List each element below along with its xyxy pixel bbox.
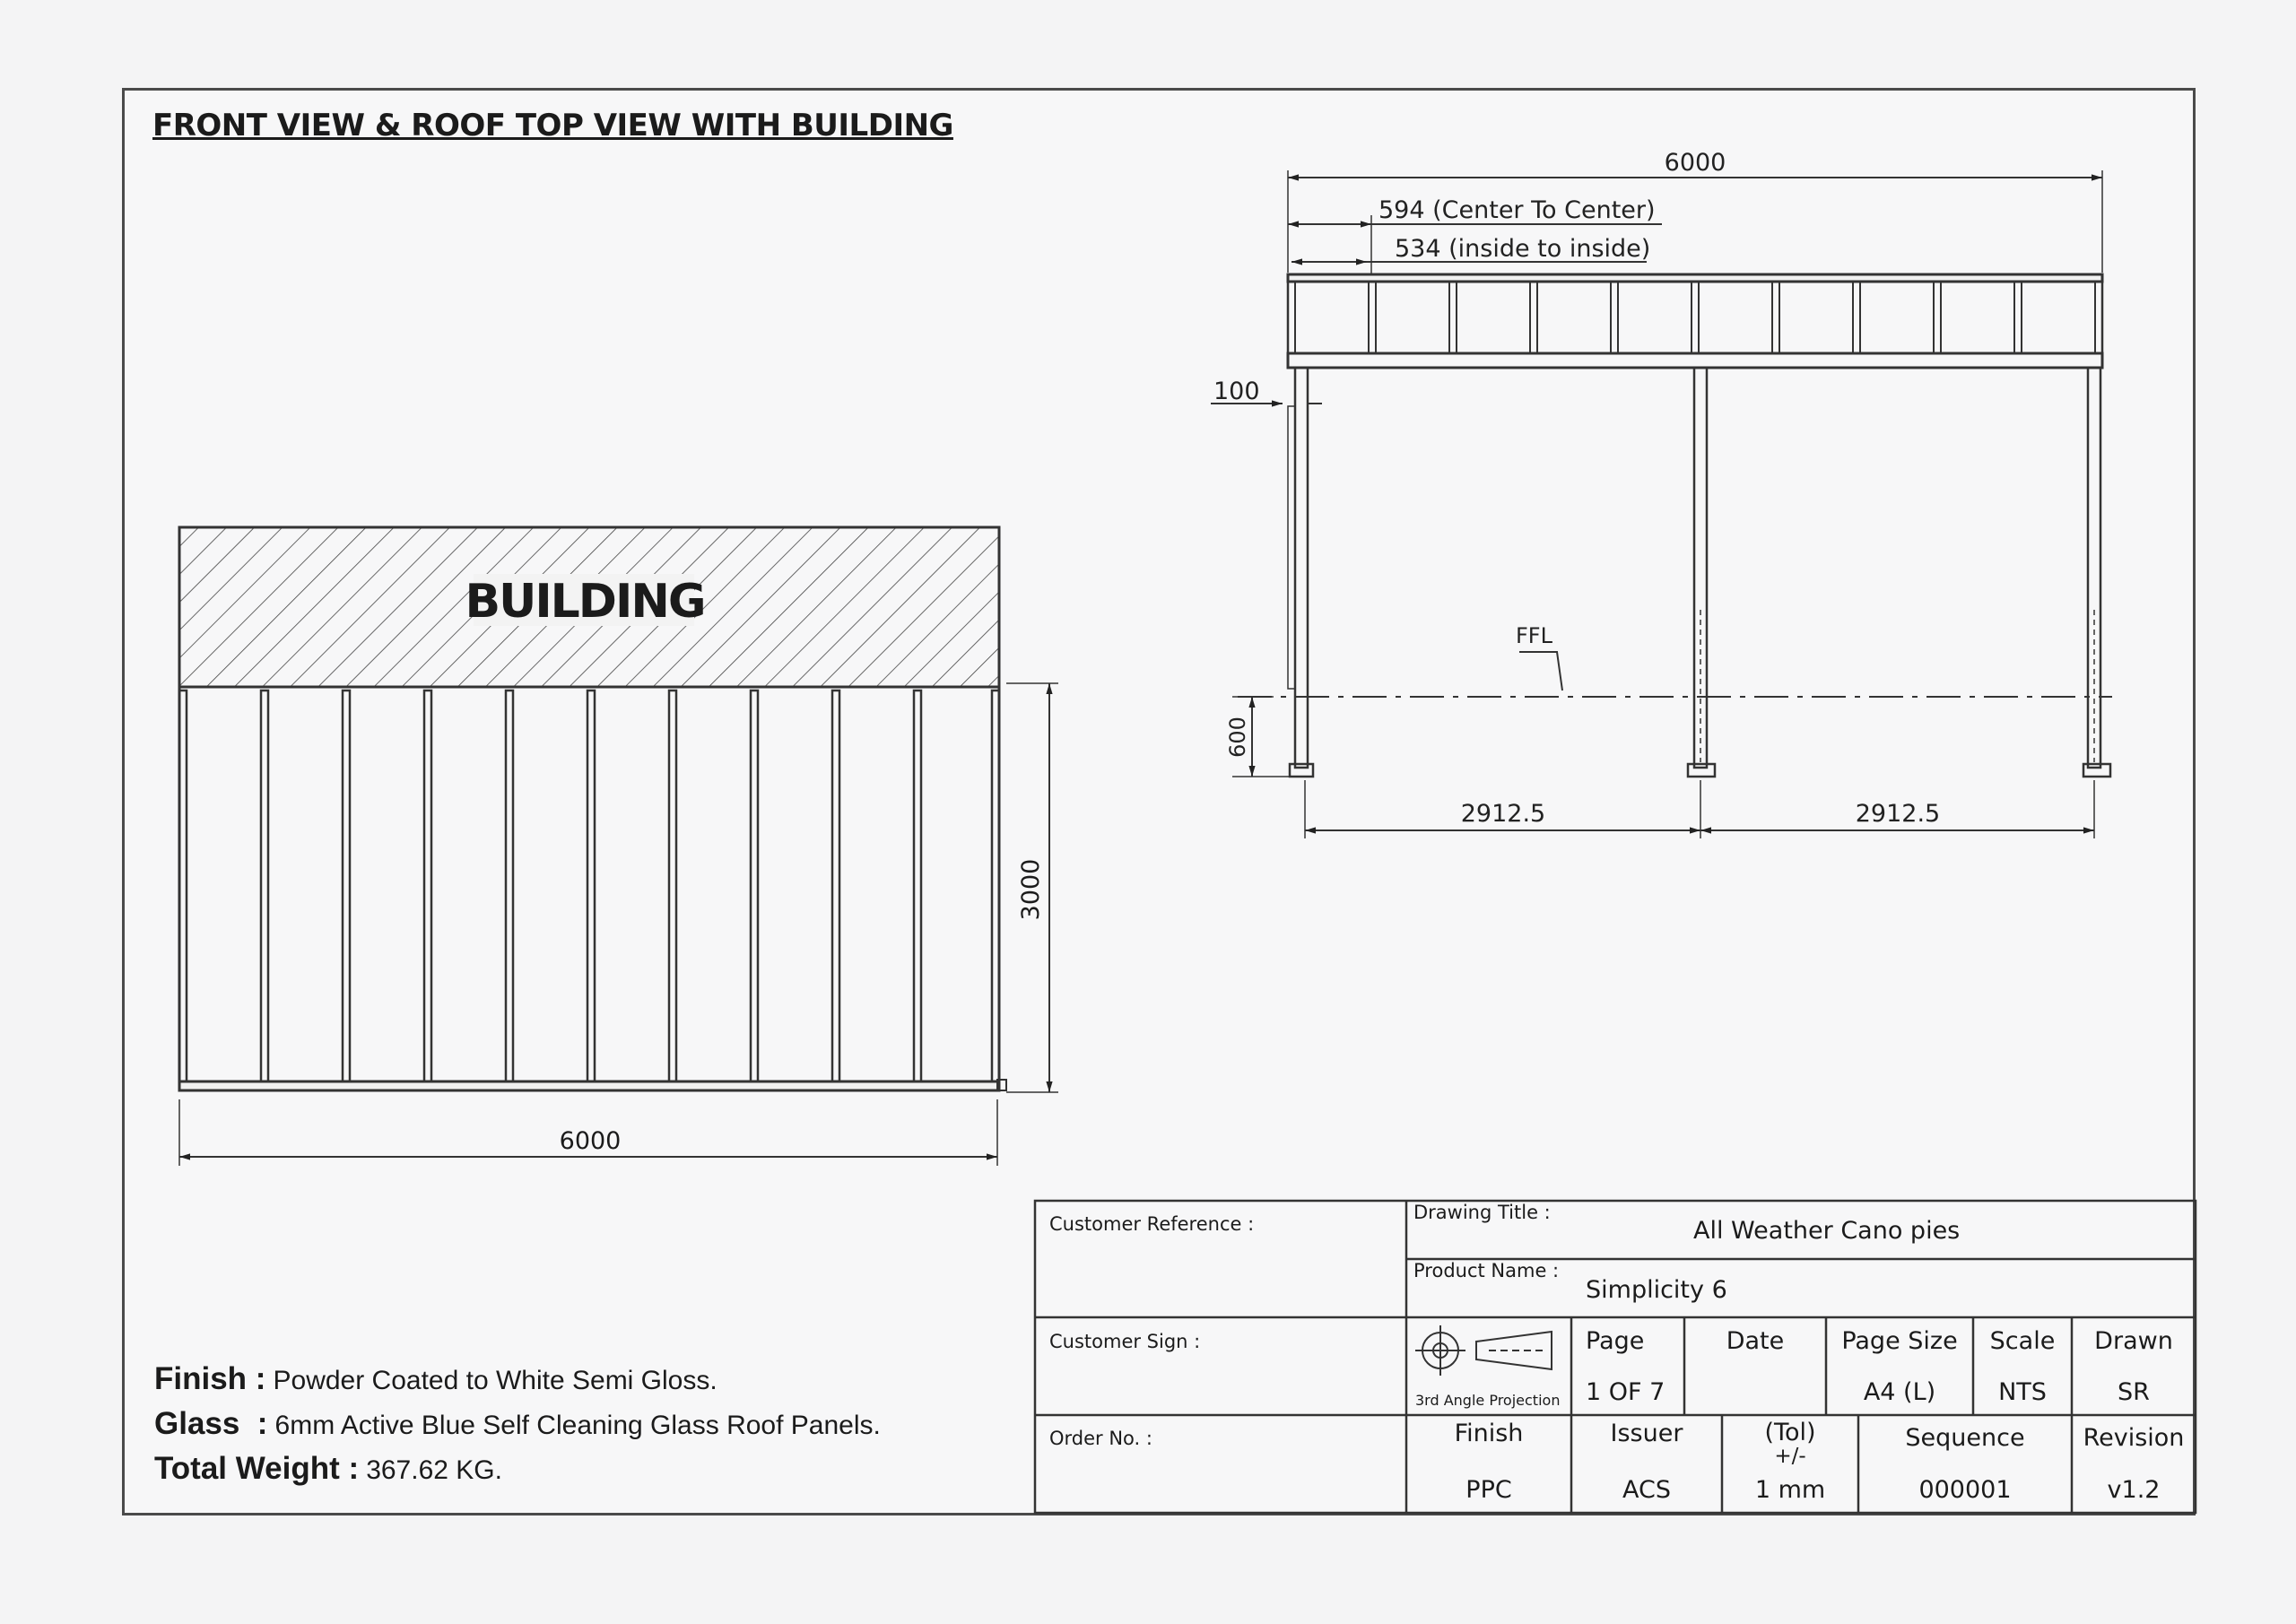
dim-100: 100	[1213, 378, 1260, 405]
ffl-label: FFL	[1516, 623, 1552, 648]
sequence-label: Sequence	[1905, 1424, 2025, 1452]
dim-bay-right: 2912.5	[1855, 800, 1941, 828]
tol-label: (Tol)	[1764, 1419, 1816, 1446]
order-no-label: Order No. :	[1049, 1428, 1152, 1449]
tol-value: 1 mm	[1754, 1476, 1826, 1504]
page-size-label: Page Size	[1841, 1327, 1958, 1355]
revision-value: v1.2	[2107, 1476, 2161, 1504]
dim-inside-to-inside: 534 (inside to inside)	[1395, 235, 1651, 263]
issuer-label: Issuer	[1610, 1420, 1683, 1447]
scale-value: NTS	[1998, 1378, 2047, 1406]
drawing-title-label: Drawing Title :	[1413, 1202, 1551, 1223]
dim-center-to-center: 594 (Center To Center)	[1378, 196, 1656, 224]
note-finish: Finish : Powder Coated to White Semi Gloss.	[154, 1361, 718, 1396]
projection-label: 3rd Angle Projection	[1415, 1392, 1561, 1409]
issuer-value: ACS	[1622, 1476, 1671, 1504]
dim-3000: 3000	[1017, 858, 1045, 921]
scale-label: Scale	[1989, 1327, 2056, 1355]
dim-6000-plan: 6000	[559, 1127, 622, 1155]
sequence-value: 000001	[1918, 1476, 2012, 1504]
product-name-label: Product Name :	[1413, 1260, 1560, 1281]
revision-label: Revision	[2083, 1424, 2185, 1452]
page-value: 1 OF 7	[1586, 1378, 1665, 1406]
page-size-value: A4 (L)	[1863, 1378, 1936, 1406]
drawn-label: Drawn	[2094, 1327, 2173, 1355]
dim-bay-left: 2912.5	[1460, 800, 1546, 828]
customer-reference-label: Customer Reference :	[1049, 1213, 1255, 1235]
note-glass: Glass : 6mm Active Blue Self Cleaning Glass Roof Panels.	[154, 1406, 881, 1441]
customer-sign-label: Customer Sign :	[1049, 1331, 1201, 1352]
finish-value: PPC	[1465, 1476, 1512, 1504]
building-label: BUILDING	[465, 575, 705, 629]
drawing-title: FRONT VIEW & ROOF TOP VIEW WITH BUILDING	[152, 108, 953, 143]
page-label: Page	[1586, 1327, 1645, 1355]
drawn-value: SR	[2118, 1378, 2150, 1406]
date-label: Date	[1726, 1327, 1785, 1355]
dim-600: 600	[1225, 716, 1250, 758]
dim-6000-elevation: 6000	[1664, 149, 1726, 177]
finish-label: Finish	[1454, 1420, 1524, 1447]
drawing-title-value: All Weather Cano pies	[1693, 1217, 1961, 1245]
product-name-value: Simplicity 6	[1586, 1276, 1727, 1304]
note-total-weight: Total Weight : 367.62 KG.	[154, 1451, 502, 1486]
tol-plus-minus: +/-	[1774, 1445, 1806, 1468]
